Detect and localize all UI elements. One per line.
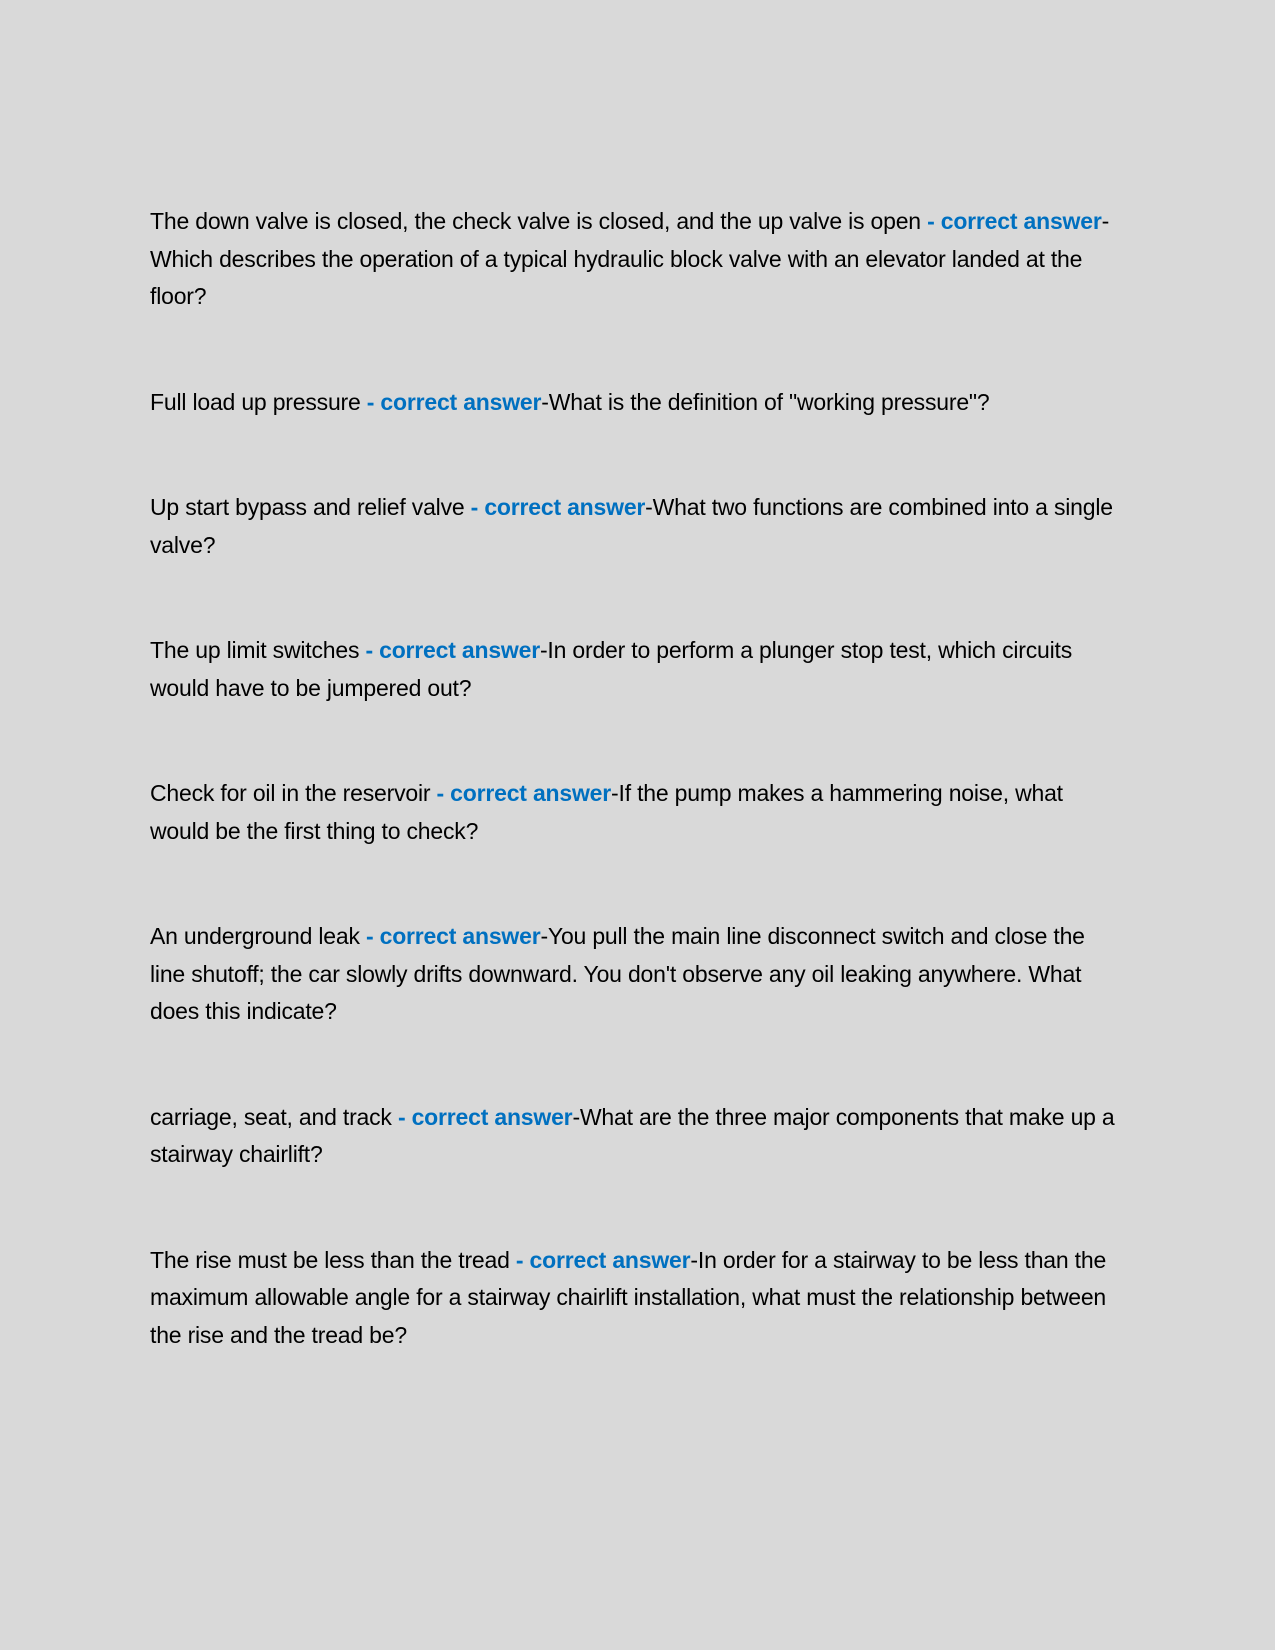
answer-text: Up start bypass and relief valve [150, 494, 471, 520]
question-text: Which describes the operation of a typical hydraulic block valve with an elevator landed at the floor? [150, 245, 1083, 309]
question-text: In order to perform a plunger stop test, which circuits would have to be jumpered out? [150, 637, 1073, 701]
qa-item [150, 775, 1125, 850]
separator: - [540, 923, 548, 949]
correct-answer-tag: - correct answer [515, 1246, 691, 1273]
qa-item [150, 632, 1125, 707]
correct-answer-tag: - correct answer [366, 388, 542, 415]
question-text: If the pump makes a hammering noise, what would be the first thing to check? [150, 780, 1063, 844]
answer-text: The rise must be less than the tread [150, 1246, 516, 1273]
separator: - [539, 637, 548, 663]
correct-answer-tag: - correct answer [365, 923, 541, 949]
separator: - [1101, 208, 1110, 234]
question-text: In order for a stairway to be less than the maximum allowable angle for a stairway chairlift installation, what must the relationship between the rise and the tread be? [150, 1246, 1107, 1348]
question-text: You pull the main line disconnect switch and close the line shutoff; the car slowly drifts downward. You don't observe any oil leaking anywhere. What does this indicate? [150, 923, 1085, 1024]
correct-answer-tag: - correct answer [927, 208, 1102, 234]
separator: - [645, 494, 653, 520]
document-page [150, 203, 1125, 1422]
separator: - [611, 780, 619, 806]
separator: - [690, 1246, 698, 1273]
qa-item [150, 203, 1125, 316]
correct-answer-tag: - correct answer [436, 780, 612, 806]
answer-text: Check for oil in the reservoir [150, 780, 437, 806]
correct-answer-tag: - correct answer [470, 494, 646, 520]
qa-item [150, 1242, 1125, 1355]
separator: - [541, 388, 549, 415]
qa-item [150, 918, 1125, 1031]
correct-answer-tag: - correct answer [365, 637, 540, 663]
qa-item [150, 489, 1125, 564]
answer-text: The down valve is closed, the check valve is closed, and the up valve is open [150, 208, 928, 234]
answer-text: Full load up pressure [150, 388, 367, 415]
question-text: What two functions are combined into a single valve? [150, 494, 1113, 558]
correct-answer-tag: - correct answer [397, 1103, 573, 1130]
answer-text: carriage, seat, and track [150, 1103, 398, 1130]
question-text: What are the three major components that make up a stairway chairlift? [150, 1103, 1115, 1167]
separator: - [572, 1103, 580, 1130]
answer-text: An underground leak [150, 923, 366, 949]
qa-item [150, 1099, 1125, 1174]
question-text: What is the definition of "working pressure"? [548, 388, 990, 415]
qa-item [150, 384, 1125, 422]
answer-text: The up limit switches [150, 637, 366, 663]
